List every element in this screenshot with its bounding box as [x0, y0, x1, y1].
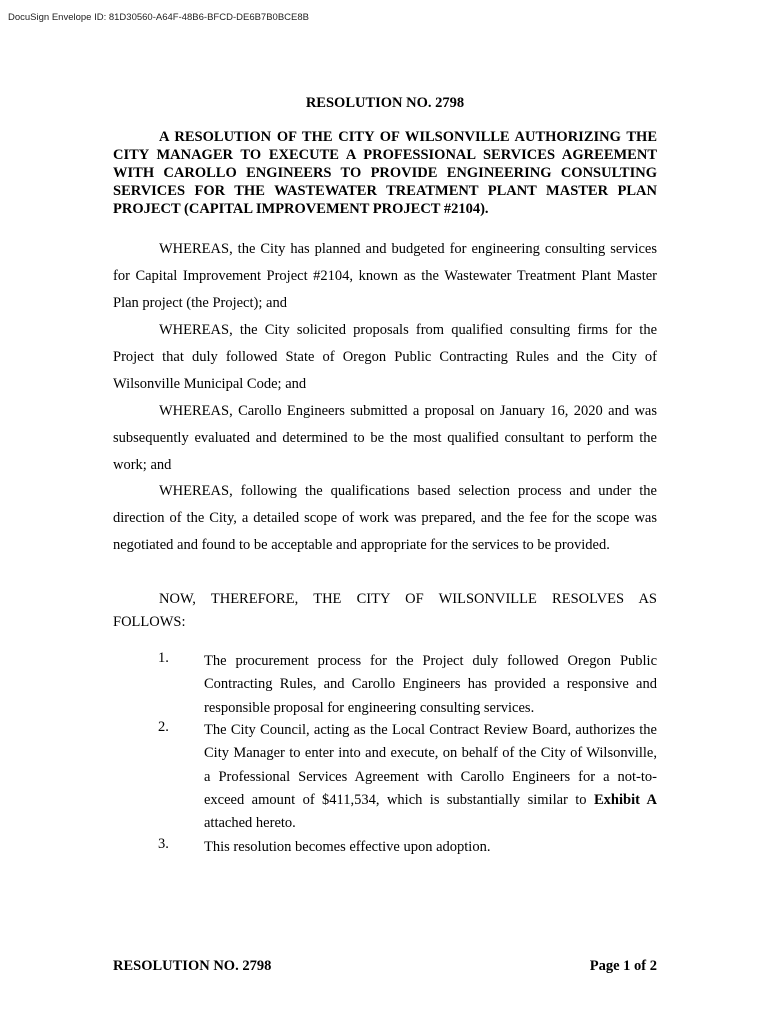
list-item-number: 1.: [158, 650, 169, 666]
resolution-title: RESOLUTION NO. 2798: [305, 95, 465, 111]
resolution-subtitle: A RESOLUTION OF THE CITY OF WILSONVILLE AUTHORIZING THE CITY MANAGER TO EXECUTE A PROFESSIONAL SERVICES AGREEMENT WITH CAROLLO ENGINEERS TO PROVIDE ENGINEERING CONSULTING SERVICES FOR THE WASTEWATER TREATMENT PLANT MASTER PLAN PROJECT (CAPITAL IMPROVEMENT PROJECT #2104).: [113, 129, 657, 217]
resolves-clause: NOW, THEREFORE, THE CITY OF WILSONVILLE RESOLVES AS: [159, 591, 657, 607]
follows-label: FOLLOWS:: [113, 614, 186, 630]
list-item-text: [204, 719, 657, 835]
whereas-paragraph-3: WHEREAS, Carollo Engineers submitted a proposal on January 16, 2020 and was subsequently evaluated and determined to be the most qualified consultant to perform the work; and: [113, 403, 657, 473]
whereas-paragraph-1: WHEREAS, the City has planned and budgeted for engineering consulting services for Capital Improvement Project #2104, known as the Wastewater Treatment Plant Master Plan project (the Project); and: [113, 241, 657, 311]
footer-resolution-number: RESOLUTION NO. 2798: [113, 958, 272, 974]
whereas-paragraph-2: WHEREAS, the City solicited proposals from qualified consulting firms for the Project that duly followed State of Oregon Public Contracting Rules and the City of Wilsonville Municipal Code; and: [113, 322, 657, 392]
whereas-paragraph-4: WHEREAS, following the qualifications based selection process and under the direction of the City, a detailed scope of work was prepared, and the fee for the scope was negotiated and found to be acceptable and appropriate for the services to be provided.: [113, 483, 657, 553]
list-item-text: This resolution becomes effective upon adoption.: [204, 839, 491, 855]
list-item-text: The procurement process for the Project duly followed Oregon Public Contracting Rules, and Carollo Engineers has provided a responsive and responsible proposal for engineering consulting services.: [204, 653, 657, 716]
list-item-text-tail: attached hereto.: [204, 815, 296, 832]
list-item-text-body: The City Council, acting as the Local Contract Review Board, authorizes the City Manager to enter into and execute, on behalf of the City of Wilsonville, a Professional Services Agreement with Carollo Engineers for a not-to-exceed amount of $411,534, which is substantially similar to: [204, 722, 657, 808]
docusign-envelope-id: DocuSign Envelope ID: 81D30560-A64F-48B6-BFCD-DE6B7B0BCE8B: [8, 12, 309, 23]
list-item-number: 2.: [158, 719, 169, 735]
exhibit-a-label: Exhibit A: [593, 791, 658, 808]
list-item-number: 3.: [158, 836, 169, 852]
footer-page-number: Page 1 of 2: [589, 958, 657, 974]
